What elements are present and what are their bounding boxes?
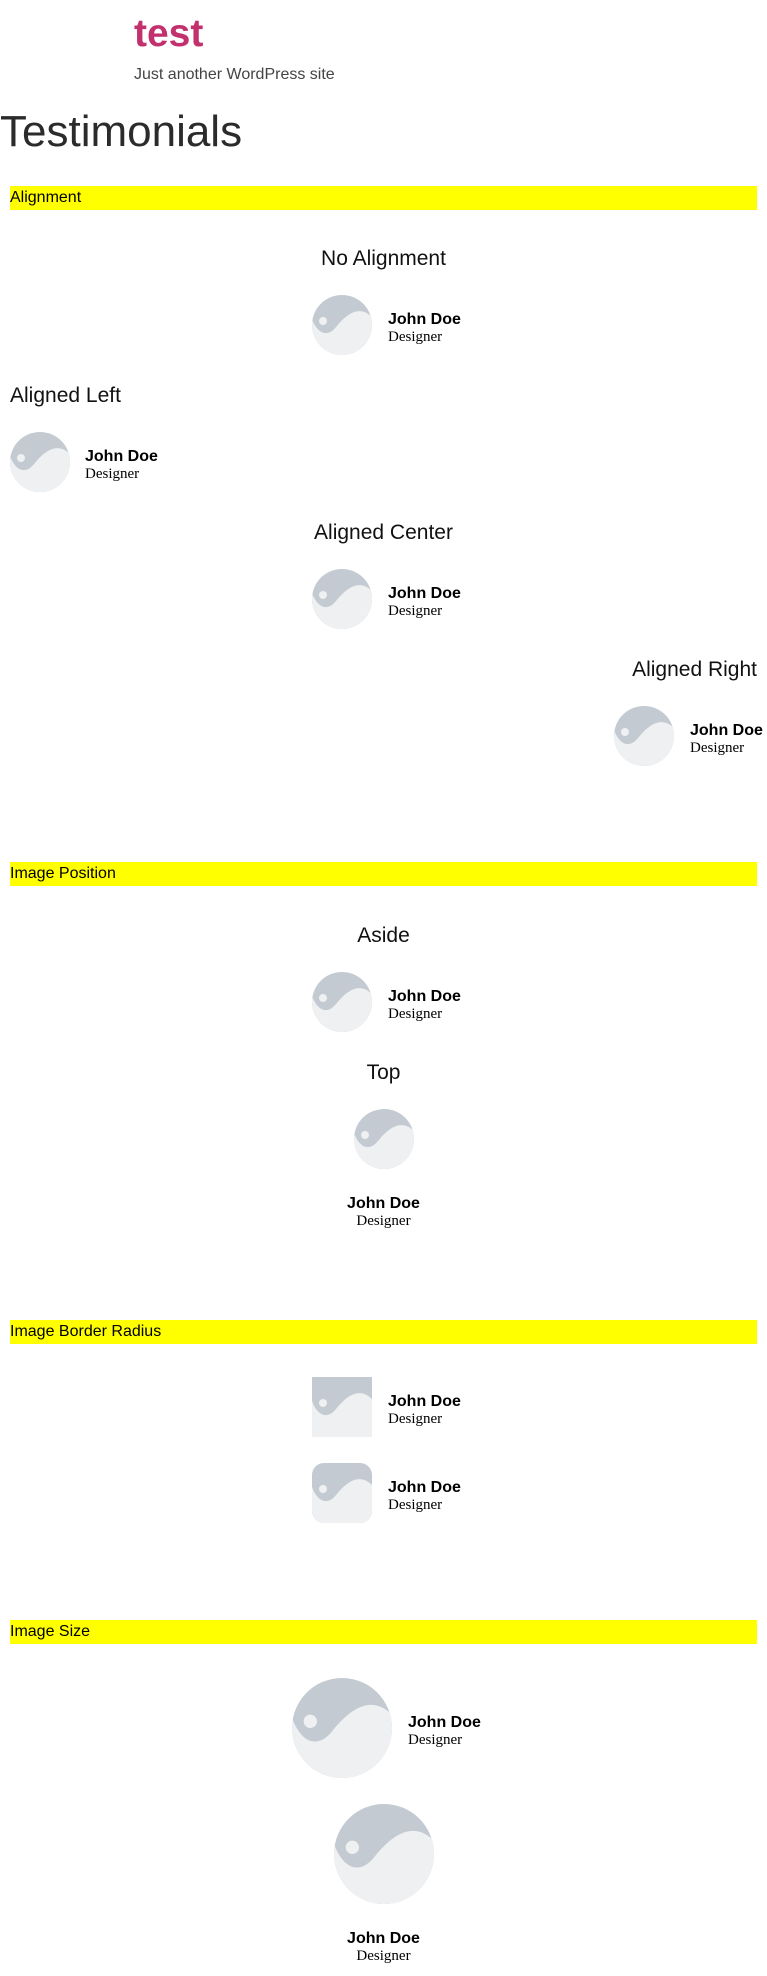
- section-heading-image-position: Image Position: [10, 862, 757, 886]
- aligned-left-title: Aligned Left: [10, 384, 121, 407]
- testimonial-name: John Doe: [347, 1930, 420, 1947]
- testimonial-image-square: [312, 1377, 372, 1437]
- testimonial-image-rounded: [312, 1463, 372, 1523]
- testimonial-image: [10, 432, 70, 492]
- testimonial-name: John Doe: [388, 988, 461, 1005]
- section-heading-image-size: Image Size: [10, 1620, 757, 1644]
- testimonial-name: John Doe: [85, 448, 158, 465]
- testimonial-role: Designer: [388, 603, 443, 619]
- testimonial-image: [312, 569, 372, 629]
- testimonial-role: Designer: [356, 1948, 411, 1964]
- aligned-center-title: Aligned Center: [314, 521, 453, 544]
- testimonial-image: [312, 295, 372, 355]
- testimonial-role: Designer: [388, 1006, 443, 1022]
- image-placeholder-icon: [312, 295, 372, 355]
- image-placeholder-icon: [312, 1377, 372, 1437]
- top-title: Top: [366, 1061, 401, 1084]
- testimonial-role: Designer: [388, 1497, 443, 1513]
- page-title: Testimonials: [0, 107, 243, 156]
- testimonial-image-large: [292, 1678, 392, 1778]
- testimonial-name: John Doe: [347, 1195, 420, 1212]
- testimonial-name: John Doe: [388, 1393, 461, 1410]
- section-heading-alignment: Alignment: [10, 186, 757, 210]
- testimonial-name: John Doe: [388, 585, 461, 602]
- image-placeholder-icon: [614, 706, 674, 766]
- testimonial-role: Designer: [85, 466, 140, 482]
- testimonial-name: John Doe: [388, 311, 461, 328]
- site-description: Just another WordPress site: [134, 66, 335, 83]
- no-alignment-title: No Alignment: [321, 247, 446, 270]
- image-placeholder-icon: [312, 1463, 372, 1523]
- aside-title: Aside: [357, 924, 410, 947]
- testimonial-image: [312, 972, 372, 1032]
- image-placeholder-icon: [334, 1804, 434, 1904]
- site-title[interactable]: test: [134, 12, 204, 55]
- testimonial-image: [614, 706, 674, 766]
- testimonial-name: John Doe: [408, 1714, 481, 1731]
- testimonial-role: Designer: [388, 329, 443, 345]
- testimonial-role: Designer: [690, 740, 745, 756]
- image-placeholder-icon: [354, 1109, 414, 1169]
- testimonial-name: John Doe: [388, 1479, 461, 1496]
- testimonial-role: Designer: [356, 1213, 411, 1229]
- image-placeholder-icon: [312, 972, 372, 1032]
- aligned-right-title: Aligned Right: [632, 658, 757, 681]
- image-placeholder-icon: [292, 1678, 392, 1778]
- section-heading-image-border-radius: Image Border Radius: [10, 1320, 757, 1344]
- testimonial-image-large: [334, 1804, 434, 1904]
- testimonial-role: Designer: [408, 1732, 463, 1748]
- image-placeholder-icon: [10, 432, 70, 492]
- testimonial-image: [354, 1109, 414, 1169]
- testimonial-role: Designer: [388, 1411, 443, 1427]
- testimonial-name: John Doe: [690, 722, 763, 739]
- image-placeholder-icon: [312, 569, 372, 629]
